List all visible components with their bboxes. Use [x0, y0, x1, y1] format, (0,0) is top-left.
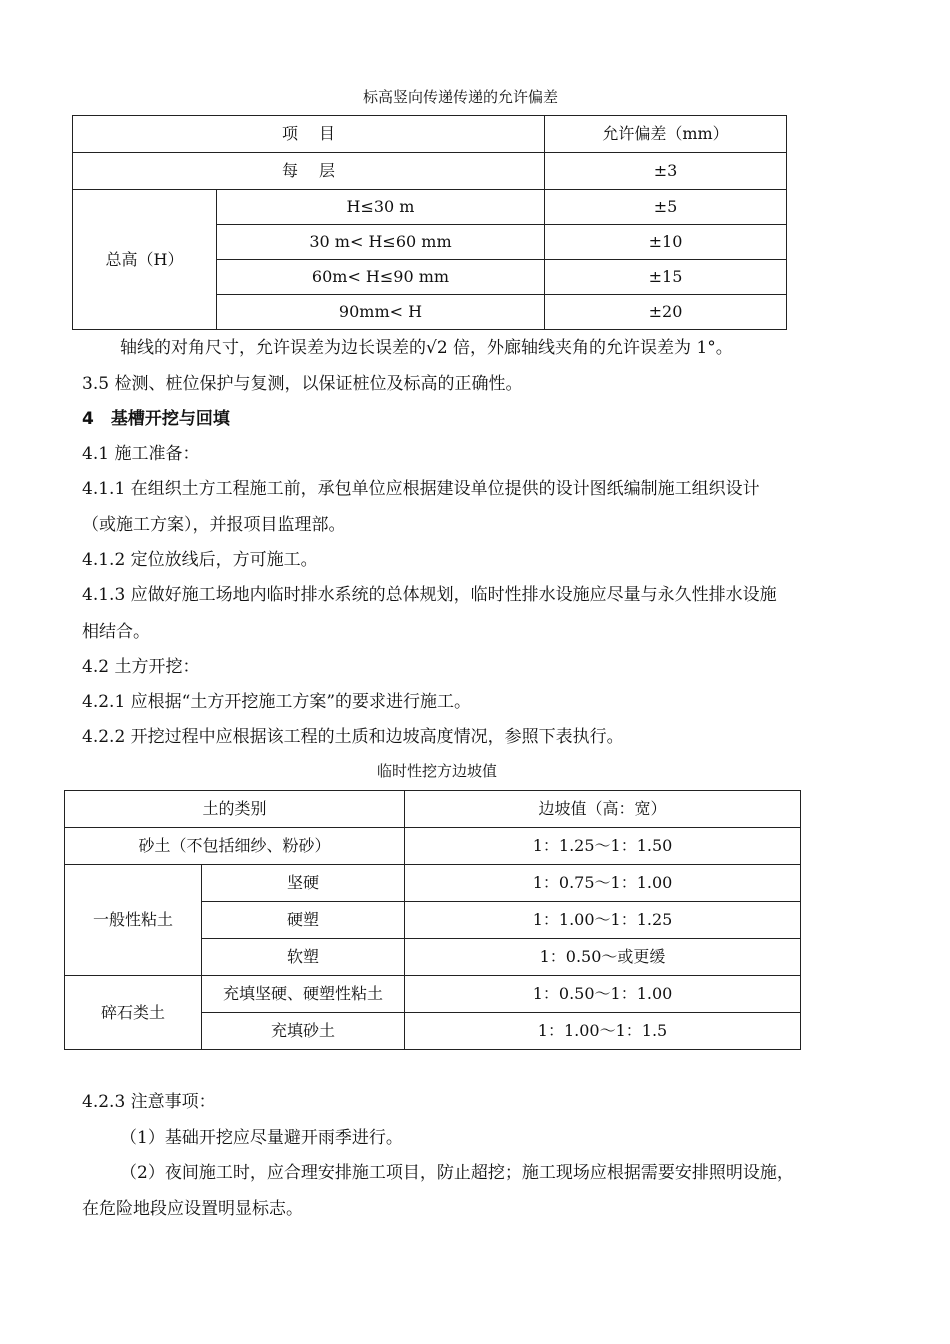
note-1: （1）基础开挖应尽量避开雨季进行。 — [120, 1128, 403, 1148]
table-row — [65, 791, 801, 828]
table-row — [65, 976, 801, 1013]
tolerance-table — [72, 115, 787, 330]
sand-label: 砂土（不包括细纱、粉砂） — [65, 828, 405, 865]
total-height-label: 总高（H） — [73, 190, 217, 330]
section-4-2-1: 4.2.1 应根据“土方开挖施工方案”的要求进行施工。 — [82, 692, 472, 712]
section-4-2: 4.2 土方开挖： — [82, 657, 200, 677]
gravel-label: 碎石类土 — [65, 976, 202, 1050]
table1-caption: 标高竖向传递传递的允许偏差 — [363, 88, 559, 106]
table-row — [65, 828, 801, 865]
table2-caption: 临时性挖方边坡值 — [377, 762, 498, 780]
section-4-1-1-line2: （或施工方案），并报项目监理部。 — [82, 515, 346, 535]
clay-value-cell: 1：0.75～1：1.00 — [405, 865, 801, 902]
table-row — [73, 190, 787, 225]
section-4-1: 4.1 施工准备： — [82, 444, 200, 464]
range-cell: H≤30 m — [217, 190, 545, 225]
section-4-1-2: 4.1.2 定位放线后，方可施工。 — [82, 550, 318, 570]
section-3-5: 3.5 检测、桩位保护与复测，以保证桩位及标高的正确性。 — [82, 374, 523, 394]
header-tolerance: 允许偏差（mm） — [545, 116, 787, 153]
table-row — [65, 865, 801, 902]
section-4-1-1-line1: 4.1.1 在组织土方工程施工前，承包单位应根据建设单位提供的设计图纸编制施工组织设计 — [82, 479, 760, 499]
clay-sub-cell: 坚硬 — [202, 865, 405, 902]
gravel-value-cell: 1：1.00～1：1.5 — [405, 1013, 801, 1050]
value-cell: ±5 — [545, 190, 787, 225]
clay-label: 一般性粘土 — [65, 865, 202, 976]
per-floor-value: ±3 — [545, 153, 787, 190]
header-item: 项 目 — [73, 116, 545, 153]
range-cell: 30 m< H≤60 mm — [217, 225, 545, 260]
note-2-line1: （2）夜间施工时，应合理安排施工项目，防止超挖；施工现场应根据需要安排照明设施， — [120, 1163, 794, 1183]
clay-sub-cell: 硬塑 — [202, 902, 405, 939]
note-2-line2: 在危险地段应设置明显标志。 — [82, 1199, 303, 1219]
header-slope: 边坡值（高：宽） — [405, 791, 801, 828]
gravel-value-cell: 1：0.50～1：1.00 — [405, 976, 801, 1013]
sand-value: 1：1.25～1：1.50 — [405, 828, 801, 865]
header-soil: 土的类别 — [65, 791, 405, 828]
section-4-2-2: 4.2.2 开挖过程中应根据该工程的土质和边坡高度情况，参照下表执行。 — [82, 727, 624, 747]
gravel-sub-cell: 充填坚硬、硬塑性粘土 — [202, 976, 405, 1013]
clay-value-cell: 1：0.50～或更缓 — [405, 939, 801, 976]
value-cell: ±10 — [545, 225, 787, 260]
table-row — [73, 116, 787, 153]
value-cell: ±20 — [545, 295, 787, 330]
section-4-heading: 4 基槽开挖与回填 — [82, 409, 230, 429]
per-floor-label: 每 层 — [73, 153, 545, 190]
axis-tolerance-paragraph: 轴线的对角尺寸，允许误差为边长误差的√2 倍，外廊轴线夹角的允许误差为 1°。 — [120, 338, 733, 358]
section-4-1-3-line1: 4.1.3 应做好施工场地内临时排水系统的总体规划，临时性排水设施应尽量与永久性排水设施 — [82, 585, 777, 605]
table-row — [73, 153, 787, 190]
gravel-sub-cell: 充填砂土 — [202, 1013, 405, 1050]
range-cell: 90mm< H — [217, 295, 545, 330]
range-cell: 60m< H≤90 mm — [217, 260, 545, 295]
clay-sub-cell: 软塑 — [202, 939, 405, 976]
section-4-2-3: 4.2.3 注意事项： — [82, 1092, 216, 1112]
value-cell: ±15 — [545, 260, 787, 295]
clay-value-cell: 1：1.00～1：1.25 — [405, 902, 801, 939]
slope-table — [64, 790, 801, 1050]
section-4-1-3-line2: 相结合。 — [82, 622, 150, 642]
